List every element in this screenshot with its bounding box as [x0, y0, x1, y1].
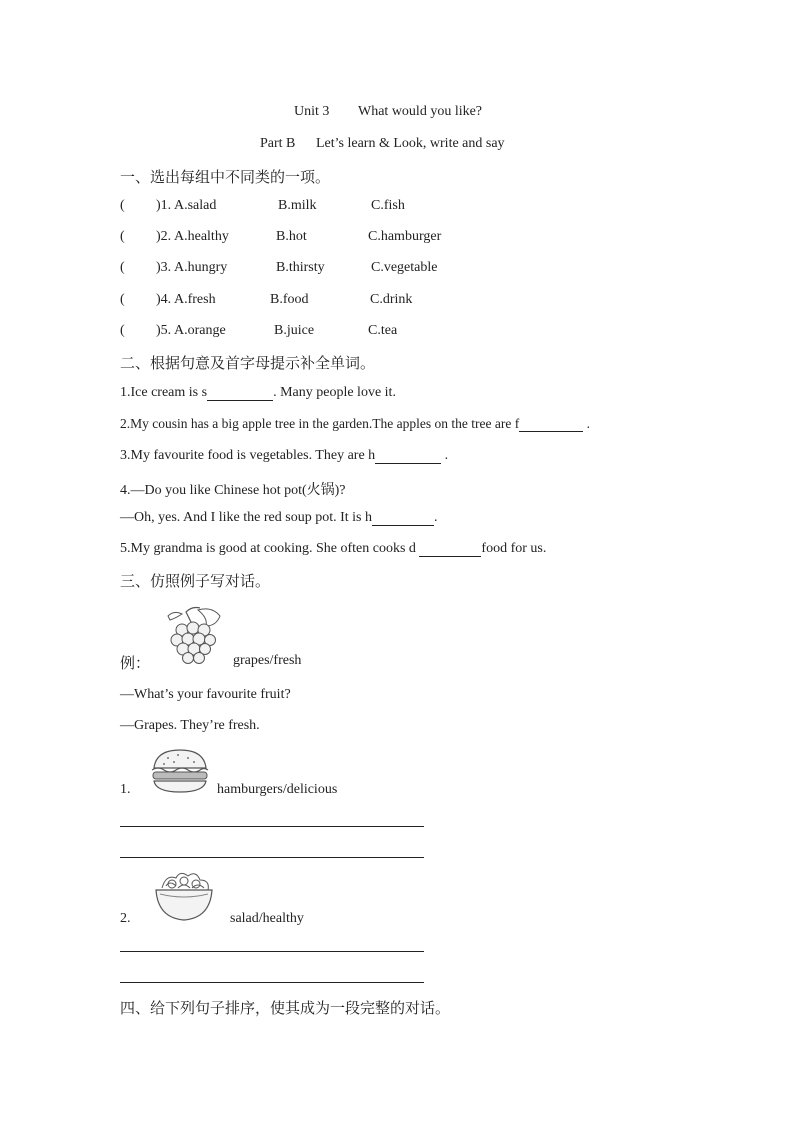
answer-paren[interactable]: ( [120, 292, 125, 307]
question-text: . [433, 510, 438, 525]
section2-heading: 二、根据句意及首字母提示补全单词。 [120, 354, 376, 372]
answer-line[interactable] [120, 826, 424, 827]
option-a: A.fresh [174, 292, 216, 307]
item2-number: 2. [120, 911, 131, 926]
unit-number: Unit 3 [294, 104, 330, 119]
option-c: C.fish [371, 198, 405, 213]
question-text: . [583, 416, 590, 431]
example-answer: —Grapes. They’re fresh. [120, 718, 260, 733]
fill-question-1 [120, 385, 396, 401]
question-text: food for us. [481, 541, 547, 556]
salad-icon [152, 866, 216, 924]
question-text: . Many people love it. [273, 385, 396, 400]
answer-blank[interactable] [519, 417, 583, 432]
item2-words: salad/healthy [230, 911, 304, 926]
option-a: A.salad [174, 198, 217, 213]
part-label: Part B [260, 136, 296, 151]
part-title: Let’s learn & Look, write and say [316, 136, 505, 151]
fill-question-4-q: 4.—Do you like Chinese hot pot(火锅)? [120, 483, 346, 498]
option-c: C.vegetable [371, 260, 438, 275]
answer-paren[interactable]: ( [120, 229, 125, 244]
hamburger-icon [148, 746, 212, 796]
question-number: )1. [156, 198, 172, 213]
section3-heading: 三、仿照例子写对话。 [120, 572, 271, 590]
option-a: A.healthy [174, 229, 229, 244]
unit-title: What would you like? [358, 104, 483, 119]
answer-blank[interactable] [372, 511, 434, 526]
answer-line[interactable] [120, 951, 424, 952]
example-question: —What’s your favourite fruit? [120, 687, 291, 702]
example-label: 例： [120, 654, 151, 672]
item1-words: hamburgers/delicious [217, 782, 338, 797]
item1-number: 1. [120, 782, 131, 797]
answer-paren[interactable]: ( [120, 260, 125, 275]
question-number: )5. [156, 323, 172, 338]
option-a: A.orange [174, 323, 226, 338]
answer-paren[interactable]: ( [120, 198, 125, 213]
answer-paren[interactable]: ( [120, 323, 125, 338]
fill-question-2 [120, 416, 590, 432]
example-words: grapes/fresh [233, 653, 302, 668]
option-b: B.milk [278, 198, 317, 213]
question-number: )3. [156, 260, 172, 275]
question-number: )4. [156, 292, 172, 307]
option-c: C.hamburger [368, 229, 442, 244]
answer-line[interactable] [120, 982, 424, 983]
option-c: C.tea [368, 323, 398, 338]
question-text: 3.My favourite food is vegetables. They are h [120, 448, 376, 463]
answer-blank[interactable] [419, 542, 481, 557]
option-b: B.thirsty [276, 260, 325, 275]
option-b: B.juice [274, 323, 315, 338]
fill-question-4-a [120, 510, 437, 526]
section1-heading: 一、选出每组中不同类的一项。 [120, 168, 331, 186]
answer-line[interactable] [120, 857, 424, 858]
section4-heading: 四、给下列句子排序，使其成为一段完整的对话。 [120, 999, 451, 1017]
question-text: 5.My grandma is good at cooking. She often cooks d [120, 541, 420, 556]
grapes-icon [162, 606, 226, 668]
question-text: . [441, 448, 449, 463]
question-number: )2. [156, 229, 172, 244]
question-text: 2.My cousin has a big apple tree in the garden.The apples on the tree are f [120, 416, 520, 431]
option-b: B.hot [276, 229, 307, 244]
fill-question-3 [120, 448, 448, 464]
answer-blank[interactable] [207, 386, 273, 401]
option-b: B.food [270, 292, 309, 307]
option-a: A.hungry [174, 260, 228, 275]
question-text: 1.Ice cream is s [120, 385, 208, 400]
option-c: C.drink [370, 292, 413, 307]
question-text: —Oh, yes. And I like the red soup pot. It is h [120, 510, 372, 525]
answer-blank[interactable] [375, 449, 441, 464]
fill-question-5 [120, 541, 546, 557]
